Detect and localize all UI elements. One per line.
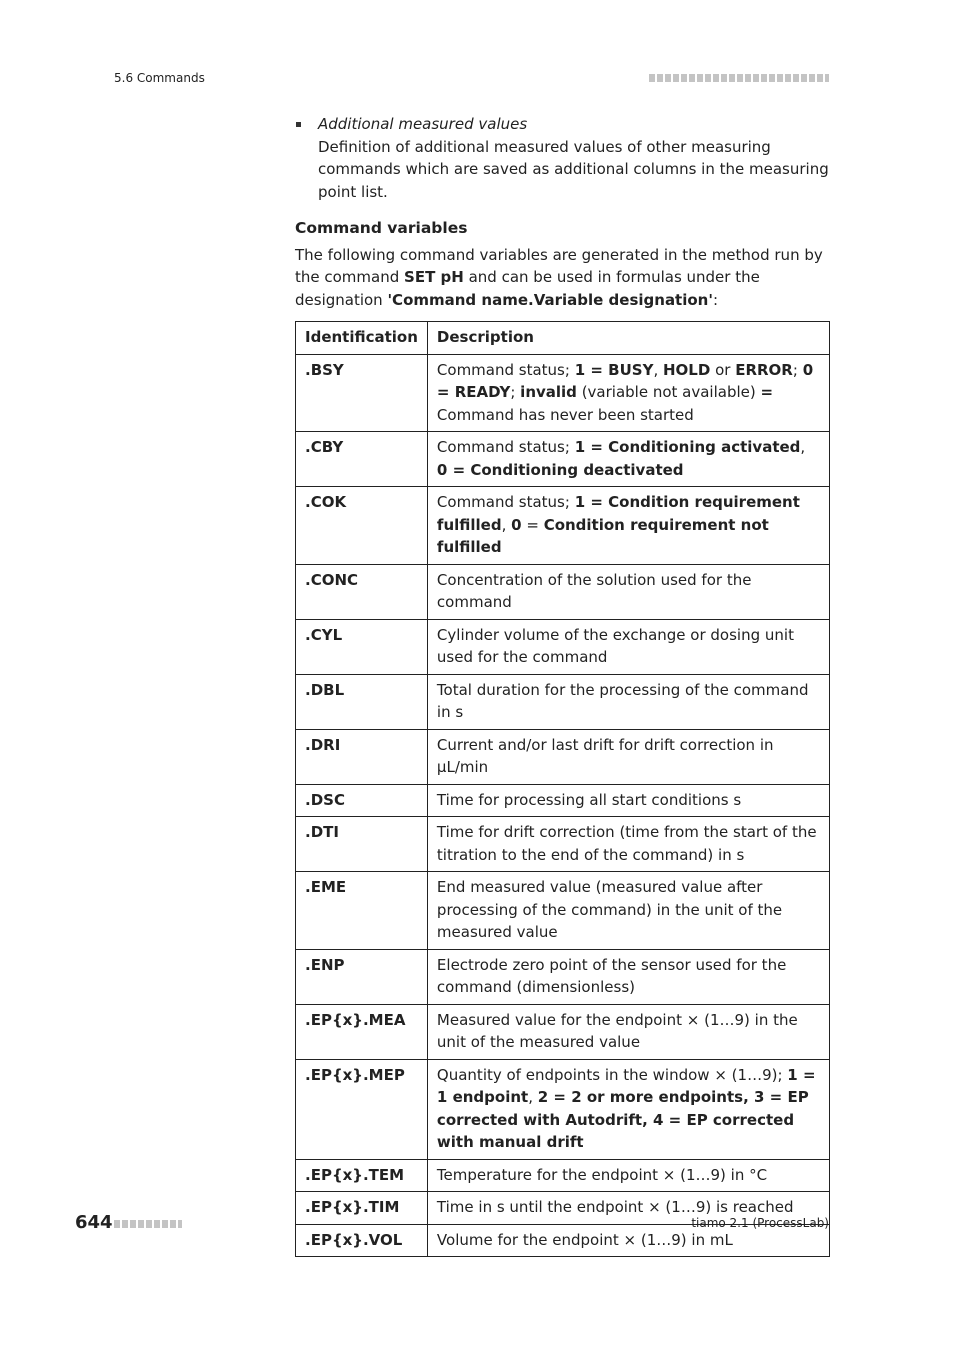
text-run: Volume for the endpoint × (1…9) in mL [436, 1230, 733, 1249]
table-row [296, 1059, 830, 1159]
variable-identification: .CONC [296, 564, 428, 619]
variable-identification: .ENP [296, 949, 428, 1004]
table-header-row [296, 322, 830, 355]
table-row [296, 949, 830, 1004]
text-run: , [501, 515, 512, 534]
text-run: 'Command name.Variable designation' [387, 290, 713, 309]
variable-identification: .EP{x}.MEA [296, 1004, 428, 1059]
text-run: Temperature for the endpoint × (1…9) in °C [436, 1165, 768, 1184]
text-run: 1 = Conditioning activated [574, 438, 801, 456]
text-run: The following command variables are generated in the method run by the command [295, 245, 823, 286]
section-intro [295, 244, 835, 312]
variable-description [427, 729, 829, 784]
variable-identification: .EP{x}.VOL [296, 1224, 428, 1257]
variable-description [427, 949, 829, 1004]
table-row [296, 872, 830, 950]
table-row [296, 354, 830, 432]
table-row [296, 1004, 830, 1059]
product-name: tiamo 2.1 (ProcessLab) [691, 1216, 829, 1230]
table-body [296, 354, 830, 1257]
table-row [296, 432, 830, 487]
text-run: 0 [511, 515, 522, 534]
variable-description [427, 487, 829, 565]
text-run: 2 = 2 or more endpoints, 3 = EP corrected with Autodrift, 4 = EP corrected with manual drift [436, 1088, 809, 1151]
table-row [296, 817, 830, 872]
text-run: , [653, 360, 663, 379]
table-row [296, 487, 830, 565]
page-number: 644 [75, 1212, 113, 1233]
text-run: Electrode zero point of the sensor used for the command (dimensionless) [436, 955, 787, 996]
text-run: Concentration of the solution used for the command [436, 570, 752, 611]
table-row [296, 784, 830, 817]
table-row [296, 729, 830, 784]
text-run: Condition requirement not fulfilled [436, 515, 769, 556]
variable-identification: .EP{x}.MEP [296, 1059, 428, 1159]
table-row [296, 564, 830, 619]
text-run: Measured value for the endpoint × (1…9) in the unit of the measured value [436, 1010, 798, 1051]
text-run: = [760, 383, 774, 401]
text-run: Command status; [436, 493, 575, 511]
text-run: SET pH [404, 268, 464, 286]
text-run: Total duration for the processing of the command in s [436, 680, 809, 721]
variable-description [427, 619, 829, 674]
variable-identification: .CBY [296, 432, 428, 487]
variable-identification: .EP{x}.TIM [296, 1192, 428, 1225]
bullet-square-icon [296, 122, 301, 127]
variable-description [427, 872, 829, 950]
text-run: = [521, 515, 544, 534]
variable-identification: .DTI [296, 817, 428, 872]
header-section-title: 5.6 Commands [114, 71, 205, 85]
text-run: End measured value (measured value after processing of the command) in the unit of the measured value [436, 878, 783, 941]
text-run: Command status; [436, 360, 575, 379]
text-run: Time for drift correction (time from the start of the titration to the end of the command) in s [436, 823, 817, 864]
table-row [296, 674, 830, 729]
text-run: HOLD [662, 360, 711, 379]
bullet-title: Additional measured values [318, 115, 528, 133]
column-header-description: Description [427, 322, 829, 355]
variable-description [427, 1159, 829, 1192]
variable-description [427, 817, 829, 872]
variable-description [427, 1004, 829, 1059]
text-run: (variable not available) [576, 383, 761, 401]
table-row [296, 1159, 830, 1192]
variable-identification: .CYL [296, 619, 428, 674]
column-header-identification: Identification [296, 322, 428, 355]
variable-identification: .DBL [296, 674, 428, 729]
text-run: 0 = Conditioning deactivated [436, 460, 684, 479]
text-run: Quantity of endpoints in the window × (1…9); [436, 1065, 788, 1084]
text-run: and can be used in formulas under the designation [295, 268, 760, 309]
text-run: ERROR [735, 360, 793, 379]
variable-identification: .DRI [296, 729, 428, 784]
text-run: 1 = 1 endpoint [436, 1065, 816, 1106]
text-run: 1 = BUSY [574, 360, 654, 379]
variable-description [427, 784, 829, 817]
variable-description [427, 354, 829, 432]
variable-description [427, 1059, 829, 1159]
text-run: ; [792, 360, 803, 379]
bullet-item [295, 113, 835, 203]
footer-dots-decoration [114, 1220, 182, 1228]
variable-identification: .EME [296, 872, 428, 950]
table-row [296, 619, 830, 674]
text-run: Time for processing all start conditions s [436, 790, 742, 809]
text-run: Command has never been started [436, 405, 694, 424]
text-run: Current and/or last drift for drift correction in µL/min [436, 735, 774, 776]
variable-description [427, 674, 829, 729]
text-run: Cylinder volume of the exchange or dosing unit used for the command [436, 625, 794, 666]
variable-identification: .DSC [296, 784, 428, 817]
variable-identification: .EP{x}.TEM [296, 1159, 428, 1192]
text-run: , [528, 1088, 538, 1106]
text-run: , [800, 438, 806, 456]
header-dots-decoration [649, 74, 829, 82]
variable-identification: .BSY [296, 354, 428, 432]
variable-description [427, 432, 829, 487]
text-run: 0 = READY [436, 360, 814, 401]
text-run: Command status; [436, 438, 575, 456]
main-content [295, 113, 835, 1257]
section-heading: Command variables [295, 219, 468, 237]
text-run: invalid [520, 383, 577, 401]
text-run: : [712, 290, 719, 309]
text-run: ; [510, 383, 521, 401]
text-run: Time in s until the endpoint × (1…9) is reached [436, 1198, 794, 1216]
bullet-text: Definition of additional measured values of other measuring commands which are saved as additional columns in the measuring point list. [318, 137, 829, 201]
text-run: 1 = Condition requirement fulfilled [436, 493, 800, 534]
command-variables-table [295, 321, 830, 1257]
text-run: or [710, 360, 736, 379]
variable-description [427, 564, 829, 619]
variable-identification: .COK [296, 487, 428, 565]
